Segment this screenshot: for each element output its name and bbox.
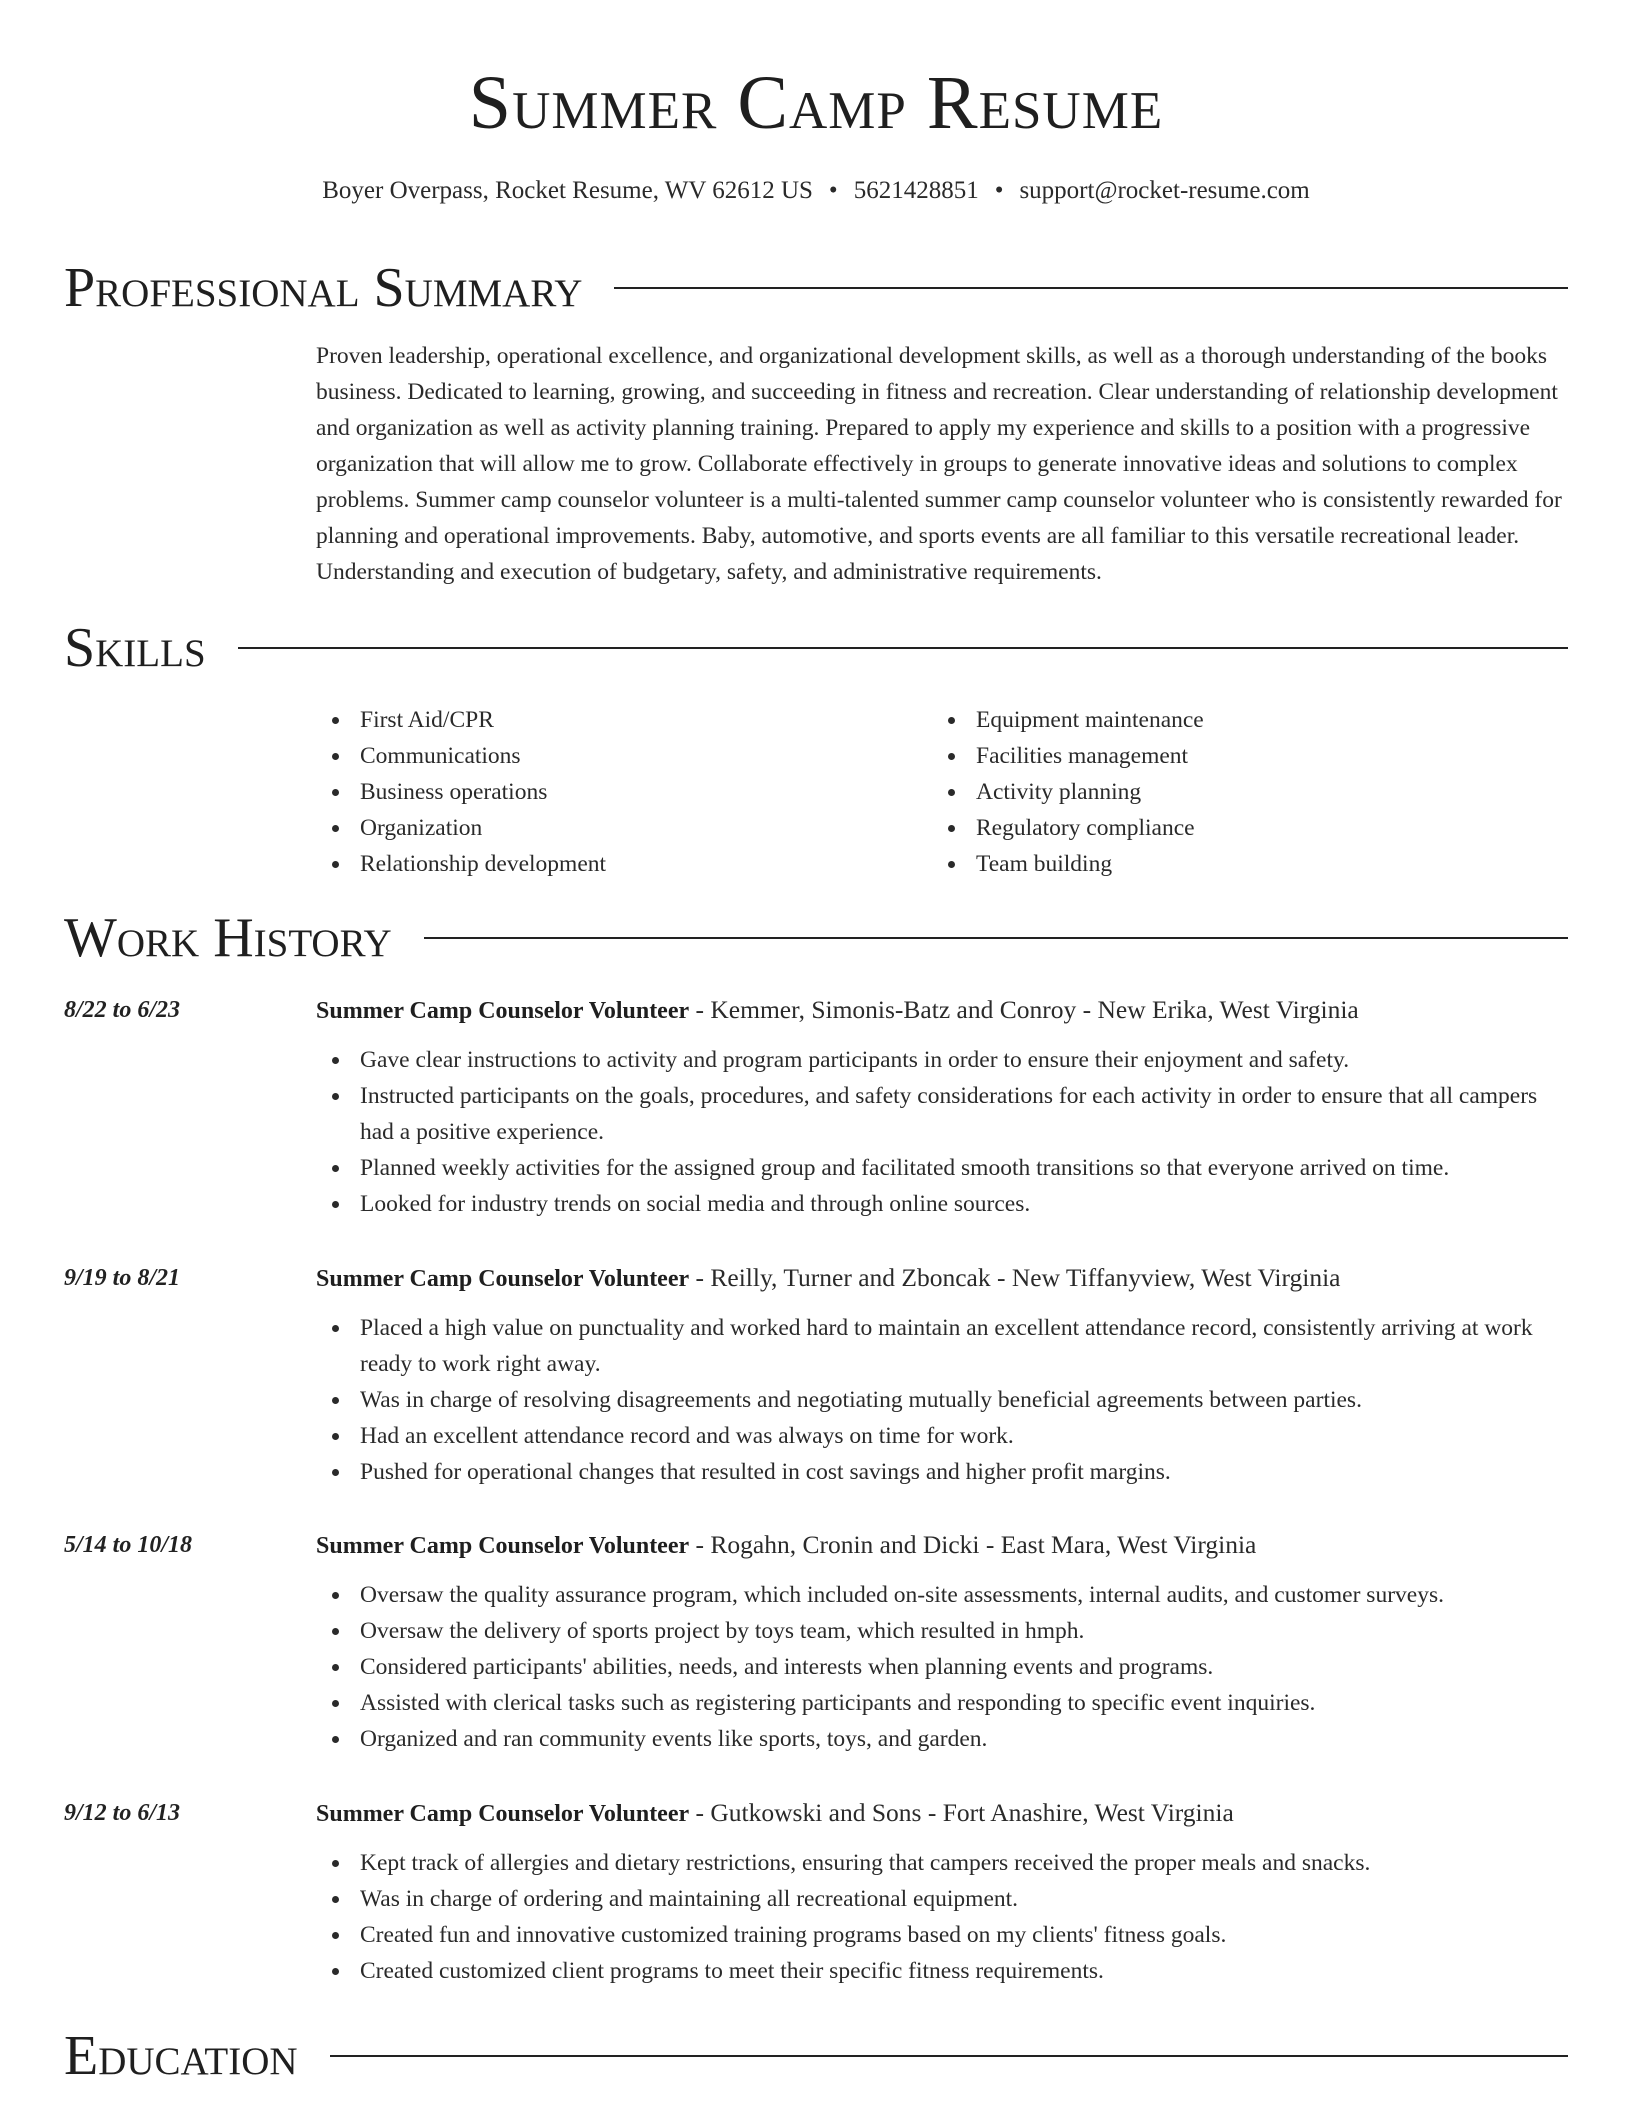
section-title-skills: Skills	[64, 617, 206, 679]
job-employer: - Kemmer, Simonis-Batz and Conroy - New Erika, West Virginia	[689, 995, 1359, 1024]
contact-phone: 5621428851	[853, 177, 979, 204]
job-bullets	[316, 1310, 1568, 1490]
job-bullet: Assisted with clerical tasks such as registering participants and responding to specific event inquiries.	[316, 1685, 1568, 1721]
section-header-education	[64, 2024, 1568, 2088]
section-divider	[424, 937, 1568, 939]
job-bullet: Kept track of allergies and dietary restrictions, ensuring that campers received the proper meals and snacks.	[316, 1845, 1568, 1881]
job-bullet: Looked for industry trends on social media and through online sources.	[316, 1186, 1568, 1222]
job-bullet: Oversaw the quality assurance program, which included on-site assessments, internal audits, and customer surveys.	[316, 1577, 1568, 1613]
job-bullet: Pushed for operational changes that resulted in cost savings and higher profit margins.	[316, 1454, 1568, 1490]
contact-line	[0, 174, 1632, 208]
job-heading	[316, 1527, 1568, 1564]
job-dates: 9/12 to 6/13	[64, 1800, 181, 1826]
job-bullet: Created fun and innovative customized training programs based on my clients' fitness goals.	[316, 1917, 1568, 1953]
job-bullets	[316, 1042, 1568, 1222]
job-dates: 9/19 to 8/21	[64, 1265, 181, 1291]
skills-list-right	[932, 702, 1492, 882]
section-divider	[238, 647, 1568, 649]
skill-item: Activity planning	[932, 774, 1492, 810]
job-bullet: Organized and ran community events like sports, toys, and garden.	[316, 1721, 1568, 1757]
job-bullets	[316, 1577, 1568, 1757]
job-role: Summer Camp Counselor Volunteer	[316, 998, 690, 1024]
resume-name: Summer Camp Resume	[468, 61, 1164, 145]
contact-separator: •	[828, 177, 838, 204]
job-heading	[316, 1260, 1568, 1297]
job-bullet: Planned weekly activities for the assigned group and facilitated smooth transitions so that everyone arrived on time.	[316, 1150, 1568, 1186]
skill-item: Regulatory compliance	[932, 810, 1492, 846]
job-bullet: Was in charge of resolving disagreements and negotiating mutually beneficial agreements between parties.	[316, 1382, 1568, 1418]
section-header-summary	[64, 256, 1568, 320]
section-divider	[330, 2055, 1568, 2057]
section-header-work-history	[64, 906, 1568, 970]
skill-item: Organization	[316, 810, 876, 846]
section-divider	[614, 287, 1568, 289]
job-dates: 5/14 to 10/18	[64, 1532, 193, 1558]
job-employer: - Rogahn, Cronin and Dicki - East Mara, West Virginia	[689, 1530, 1257, 1559]
section-title-work-history: Work History	[64, 907, 392, 969]
section-title-summary: Professional Summary	[64, 257, 583, 319]
skills-list-left	[316, 702, 876, 882]
job-heading	[316, 1795, 1568, 1832]
job-bullet: Gave clear instructions to activity and program participants in order to ensure their enjoyment and safety.	[316, 1042, 1568, 1078]
section-header-skills	[64, 616, 1568, 680]
contact-email: support@rocket-resume.com	[1019, 177, 1310, 204]
job-role: Summer Camp Counselor Volunteer	[316, 1533, 690, 1559]
job-bullet: Had an excellent attendance record and was always on time for work.	[316, 1418, 1568, 1454]
job-bullet: Oversaw the delivery of sports project by toys team, which resulted in hmph.	[316, 1613, 1568, 1649]
skill-item: Relationship development	[316, 846, 876, 882]
summary-text: Proven leadership, operational excellence, and organizational development skills, as well as a thorough understanding of the books business. Dedicated to learning, growing, and succeeding in fitness and recreation. Clear understanding of relationship development and organization as well as activity planning training. Prepared to apply my experience and skills to a position with a progressive organization that will allow me to grow. Collaborate effectively in groups to generate innovative ideas and solutions to complex problems. Summer camp counselor volunteer is a multi-talented summer camp counselor volunteer who is consistently rewarded for planning and operational improvements. Baby, automotive, and sports events are all familiar to this versatile recreational leader. Understanding and execution of budgetary, safety, and administrative requirements.	[316, 343, 1562, 585]
contact-separator: •	[994, 177, 1004, 204]
job-bullet: Was in charge of ordering and maintaining all recreational equipment.	[316, 1881, 1568, 1917]
skill-item: Equipment maintenance	[932, 702, 1492, 738]
section-title-education: Education	[64, 2025, 298, 2087]
skill-item: Communications	[316, 738, 876, 774]
job-bullet: Created customized client programs to meet their specific fitness requirements.	[316, 1953, 1568, 1989]
skill-item: Facilities management	[932, 738, 1492, 774]
job-dates: 8/22 to 6/23	[64, 997, 181, 1023]
job-bullet: Instructed participants on the goals, procedures, and safety considerations for each activity in order to ensure that all campers had a positive experience.	[316, 1078, 1568, 1150]
job-bullets	[316, 1845, 1568, 1989]
contact-address: Boyer Overpass, Rocket Resume, WV 62612 US	[322, 177, 813, 204]
job-bullet: Considered participants' abilities, needs, and interests when planning events and programs.	[316, 1649, 1568, 1685]
skill-item: First Aid/CPR	[316, 702, 876, 738]
skill-item: Business operations	[316, 774, 876, 810]
skill-item: Team building	[932, 846, 1492, 882]
job-bullet: Placed a high value on punctuality and worked hard to maintain an excellent attendance record, consistently arriving at work ready to work right away.	[316, 1310, 1568, 1382]
job-employer: - Gutkowski and Sons - Fort Anashire, West Virginia	[689, 1798, 1234, 1827]
job-heading	[316, 992, 1568, 1029]
job-role: Summer Camp Counselor Volunteer	[316, 1801, 690, 1827]
job-role: Summer Camp Counselor Volunteer	[316, 1266, 690, 1292]
job-employer: - Reilly, Turner and Zboncak - New Tiffanyview, West Virginia	[689, 1263, 1341, 1292]
